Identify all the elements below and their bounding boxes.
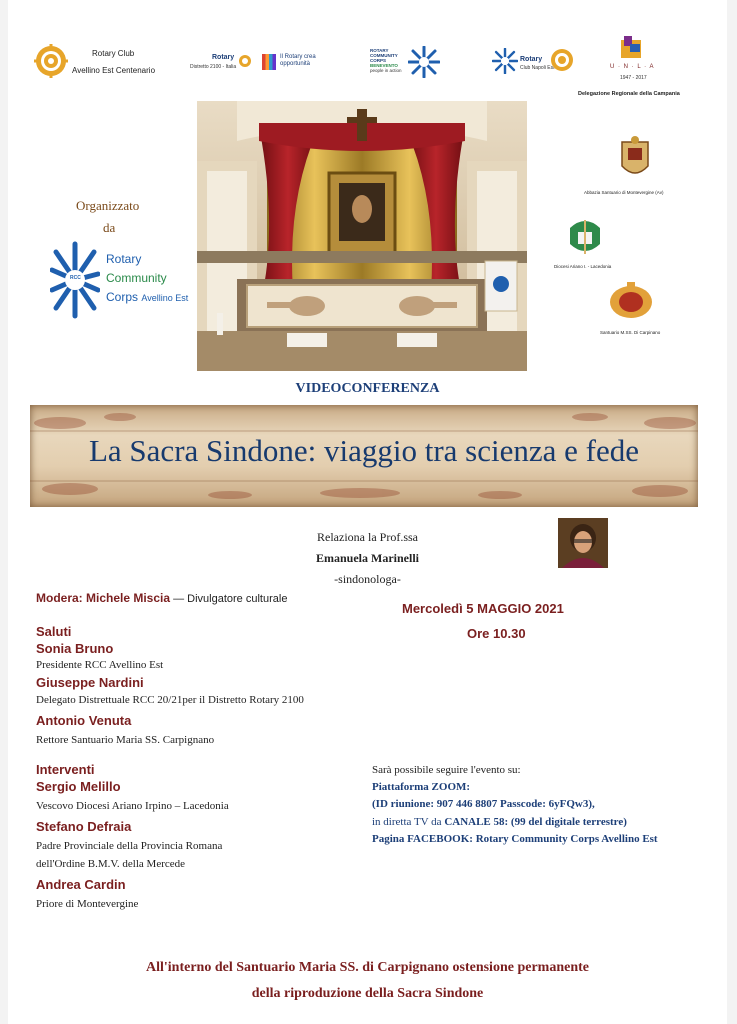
rcc-word-corps [106, 288, 188, 308]
saluti-name: Antonio Venuta [36, 713, 132, 728]
rotary-motto: Il Rotary crea opportunità [280, 54, 316, 67]
shroud-banner [30, 405, 698, 507]
organizer-line2: da [103, 220, 116, 235]
diocesi-caption: Diocesi Ariano I. - Lacedonia [554, 264, 612, 269]
altar-photo [197, 101, 527, 371]
tv-channel: CANALE 58: (99 del digitale terrestre) [444, 816, 627, 828]
rcc-word-community: Community [106, 271, 167, 285]
event-type: VIDEOCONFERENZA [295, 381, 440, 396]
saluti-heading: Saluti [36, 624, 72, 639]
diocese-crest-icon [566, 218, 604, 258]
rcc-benevento-word: COMMUNITY [370, 53, 398, 58]
interventi-role-line2: dell'Ordine B.M.V. della Mercede [36, 858, 186, 870]
unla-logo [574, 34, 694, 100]
rcc-benevento-logo [370, 46, 440, 82]
unla-emblem-icon [618, 34, 644, 60]
footer-line2: della riproduzione della Sacra Sindone [251, 986, 484, 1001]
tv-channel-line [372, 816, 627, 828]
abbazia-montevergine-logo [580, 132, 700, 206]
rcc-avellino-logo [50, 240, 190, 322]
napoli-est-rotary-label: Rotary [520, 56, 543, 63]
rcc-wheel-icon [408, 46, 440, 78]
facebook-page-link[interactable]: Pagina FACEBOOK: Rotary Community Corps Avellino Est [372, 833, 658, 845]
rotary-wheel-icon [238, 54, 252, 68]
interventi-name: Andrea Cardin [36, 877, 126, 892]
event-date: Mercoledì 5 MAGGIO 2021 [402, 601, 564, 616]
rcc-benevento-word: CORPS [370, 58, 387, 63]
moderator-line [36, 591, 287, 606]
event-time: Ore 10.30 [467, 626, 526, 641]
rotary-label: Rotary [212, 54, 235, 61]
rcc-benevento-word: people in action [370, 68, 402, 73]
interventi-role: Vescovo Diocesi Ariano Irpino – Lacedonia [36, 800, 229, 812]
rcc-word-corps-label: Corps [106, 290, 139, 304]
unla-letters: U · N · L · A [610, 64, 655, 70]
rcc-center-label: RCC [70, 275, 81, 281]
moderator-name: Modera: Michele Miscia [36, 591, 171, 605]
zoom-platform-label: Piattaforma ZOOM: [372, 781, 471, 793]
speaker-name: Emanuela Marinelli [316, 551, 419, 565]
organizer-line1: Organizzato [76, 198, 140, 213]
interventi-name: Stefano Defraia [36, 819, 132, 834]
napoli-est-club-label: Club Napoli Est [520, 65, 555, 71]
district-label: Distretto 2100 - Italia [190, 64, 237, 70]
abbazia-caption: Abbazia Santuario di Montevergine (Av) [584, 190, 664, 195]
rotary-district-logo [190, 50, 340, 80]
speaker-portrait [558, 518, 608, 568]
rotary-wheel-icon [34, 44, 68, 78]
santuario-crest-icon [608, 280, 654, 322]
rcc-word-rotary: Rotary [106, 252, 142, 266]
opportunity-stripes-icon [262, 54, 276, 70]
rcc-benevento-text [370, 48, 402, 73]
interventi-role: Padre Provinciale della Provincia Romana [36, 840, 223, 852]
rcc-wheel-icon [492, 48, 518, 74]
moderator-role: — Divulgatore culturale [170, 593, 288, 605]
santuario-caption: Santuario M.SS. Di Carpinano [600, 330, 661, 335]
speaker-photo [558, 518, 608, 568]
tv-prefix: in diretta TV da [372, 816, 445, 828]
altar-illustration [197, 101, 527, 371]
diocesi-ariano-logo [554, 214, 654, 274]
streaming-intro: Sarà possibile seguire l'evento su: [372, 764, 521, 776]
footer-line1: All'interno del Santuario Maria SS. di Carpignano ostensione permanente [146, 960, 589, 975]
rcc-benevento-word: ROTARY [370, 48, 389, 53]
saluti-role: Presidente RCC Avellino Est [36, 659, 164, 671]
rcc-word-avellino: Avellino Est [141, 293, 189, 303]
speaker-role: -sindonologa- [334, 572, 401, 586]
interventi-name: Sergio Melillo [36, 779, 121, 794]
unla-years: 1947 - 2017 [620, 75, 647, 81]
zoom-meeting-details: (ID riunione: 907 446 8807 Passcode: 6yFQw3), [372, 798, 595, 810]
club-name-line2: Avellino Est Centenario [72, 66, 156, 75]
unla-caption: Delegazione Regionale della Campania [578, 91, 680, 97]
rotary-napoli-est-logo [492, 46, 572, 82]
flyer-page [8, 0, 727, 1024]
rcc-benevento-word: BENEVENTO [370, 63, 398, 68]
interventi-heading: Interventi [36, 762, 95, 777]
club-name-line1: Rotary Club [92, 49, 135, 58]
rcc-avellino-wordmark [106, 250, 188, 308]
abbey-crest-icon [618, 136, 652, 182]
saluti-name: Sonia Bruno [36, 641, 114, 656]
rotary-club-avellino-logo [34, 44, 174, 84]
saluti-role: Rettore Santuario Maria SS. Carpignano [36, 734, 215, 746]
speaker-intro: Relaziona la Prof.ssa [317, 530, 418, 544]
rotary-wheel-icon [550, 48, 574, 72]
event-title: La Sacra Sindone: viaggio tra scienza e fede [88, 433, 639, 468]
santuario-carpignano-logo [594, 278, 704, 340]
saluti-name: Giuseppe Nardini [36, 675, 144, 690]
saluti-role: Delegato Distrettuale RCC 20/21per il Distretto Rotary 2100 [36, 694, 304, 706]
interventi-role: Priore di Montevergine [36, 898, 139, 910]
